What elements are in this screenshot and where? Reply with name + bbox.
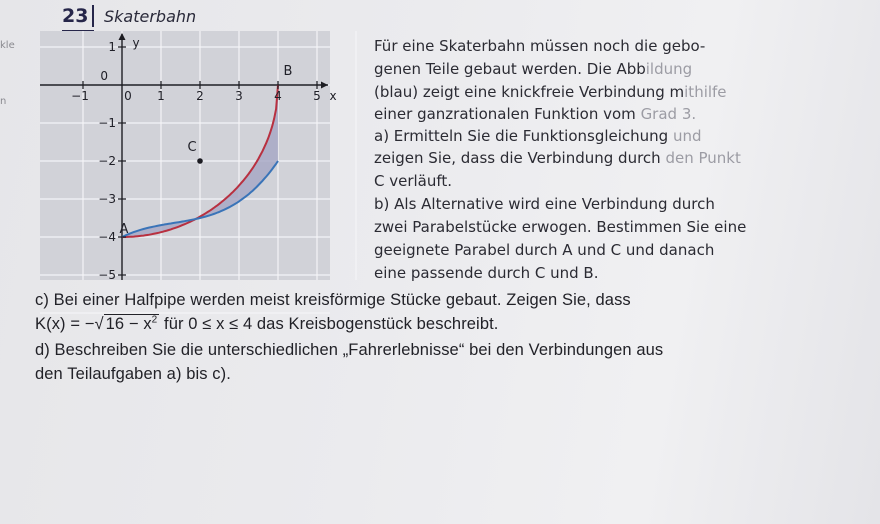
task-a-line-2: zeigen Sie, dass die Verbindung durch den Punkt [374, 149, 741, 167]
point-label-a: A [119, 222, 129, 237]
x-tick-label: 5 [313, 89, 321, 103]
task-b-line-3: geeignete Parabel durch A und C und danach [374, 241, 715, 259]
task-d-line-2: den Teilaufgaben a) bis c). [35, 365, 231, 383]
y-tick-label: −5 [98, 268, 116, 282]
y-tick-label: −1 [98, 116, 116, 130]
x-tick-label: 4 [274, 89, 282, 103]
task-title: Skaterbahn [104, 7, 197, 26]
x-axis-label: x [329, 89, 337, 103]
x-tick-label: 1 [157, 89, 165, 103]
y-tick-label: −2 [98, 154, 116, 168]
graph-canvas [40, 31, 337, 282]
y-axis-arrow-icon [119, 33, 126, 40]
formula-suffix: für 0 ≤ x ≤ 4 das Kreisbogenstück beschreibt. [159, 315, 499, 333]
task-b-line-1: b) Als Alternative wird eine Verbindung durch [374, 195, 715, 213]
task-b-line-2: zwei Parabelstücke erwogen. Bestimmen Sie eine [374, 218, 747, 236]
margin-mark-top: kle [0, 40, 15, 51]
intro-line-3: (blau) zeigt eine knickfreie Verbindung mithilfe [374, 83, 727, 101]
y-axis-label: y [132, 36, 140, 50]
grid-lines [40, 31, 356, 313]
task-a-line-1: a) Ermitteln Sie die Funktionsgleichung und [374, 127, 702, 145]
x-tick-label: −1 [71, 89, 89, 103]
task-b-line-4: eine passende durch C und B. [374, 264, 599, 282]
x-tick-label: 0 [124, 89, 132, 103]
intro-line-4: einer ganzrationalen Funktion vom Grad 3. [374, 105, 697, 123]
y-tick-label: 1 [108, 40, 116, 54]
margin-mark-bottom: n [0, 96, 7, 107]
task-c-line-2 [35, 314, 498, 334]
point-label-b: B [283, 64, 293, 79]
sqrt-sign: √ [94, 315, 104, 333]
task-c-line-1: c) Bei einer Halfpipe werden meist kreisförmige Stücke gebaut. Zeigen Sie, dass [35, 291, 631, 309]
intro-line-2: genen Teile gebaut werden. Die Abbildung [374, 60, 693, 78]
task-d-line-1: d) Beschreiben Sie die unterschiedlichen „Fahrerlebnisse“ bei den Verbindungen aus [35, 341, 664, 359]
point-label-c: C [187, 140, 197, 155]
x-tick-label: 2 [196, 89, 204, 103]
task-number: 23 [62, 5, 94, 27]
y-tick-label: −3 [98, 192, 116, 206]
x-tick-label: 3 [235, 89, 243, 103]
y-tick-label: −4 [98, 230, 116, 244]
y-tick-label: 0 [100, 69, 108, 83]
point-c-marker [197, 158, 203, 164]
x-axis-arrow-icon [321, 82, 328, 89]
function-graph [40, 31, 337, 282]
task-a-line-3: C verläuft. [374, 172, 453, 190]
axis-ticks [71, 36, 336, 282]
formula-prefix: K(x) = − [35, 315, 95, 333]
intro-line-1: Für eine Skaterbahn müssen noch die gebo- [374, 37, 706, 55]
sqrt-radicand: $16 - x^2$ [105, 314, 158, 333]
